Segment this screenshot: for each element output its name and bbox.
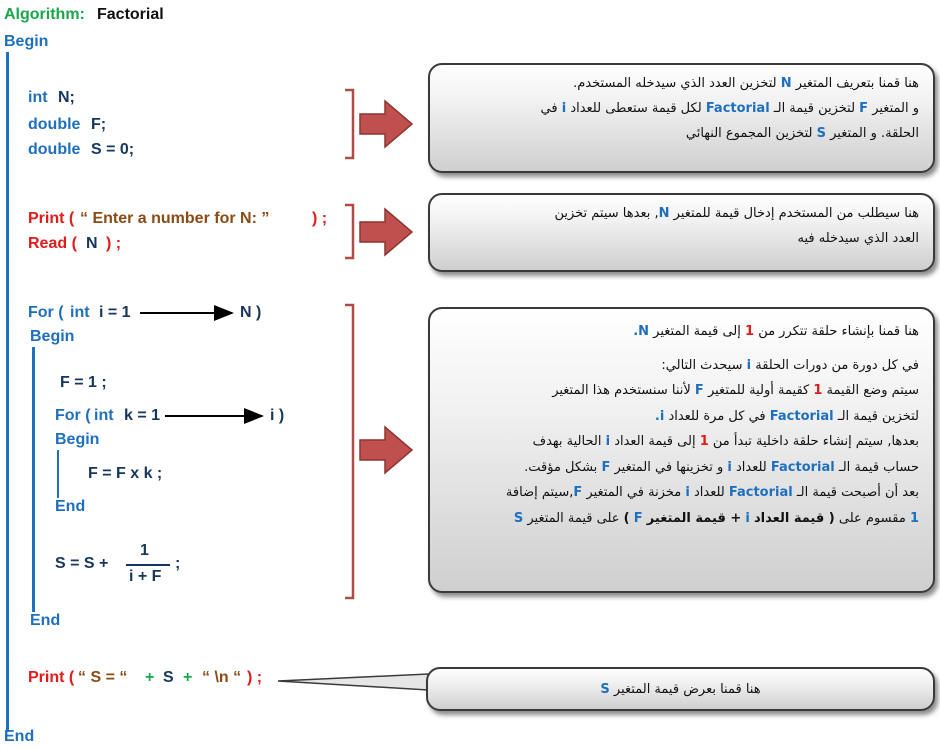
final-string-2: “ \n “	[202, 669, 242, 686]
s-update-lhs: S = S +	[55, 555, 109, 572]
read-keyword: Read (	[28, 235, 77, 252]
int-keyword-inner: int	[94, 407, 114, 424]
s-update-semicolon: ;	[175, 555, 181, 572]
note-output: هنا قمنا بعرض قيمة المتغير S	[426, 667, 935, 711]
bracket-declarations	[345, 90, 353, 158]
begin-main: Begin	[4, 33, 49, 50]
f-update-statement: F = F x k ;	[88, 465, 163, 482]
final-s-var: S	[163, 669, 174, 686]
final-print-keyword: Print (	[28, 669, 75, 686]
note-input: هنا سيطلب من المستخدم إدخال قيمة للمتغير N, بعدها سيتم تخزين العدد الذي سيدخله فيه	[428, 193, 935, 272]
note-declarations: هنا قمنا بتعريف المتغير N لتخزين العدد الذي سيدخله المستخدم. و المتغير F لتخزين قيمة الـ Factorial لكل قيمة ستعطى للعداد i في الحلقة. و المتغير S لتخزين المجموع النهائي	[428, 63, 935, 173]
int-keyword: int	[28, 89, 48, 106]
print-close: ) ;	[312, 210, 328, 227]
fraction-denominator: i + F	[129, 568, 162, 585]
s-declaration: S = 0;	[91, 141, 135, 158]
algorithm-name: Factorial	[97, 6, 164, 23]
n-declaration: N;	[58, 89, 75, 106]
red-arrow-declarations	[360, 101, 412, 147]
for-keyword-outer: For (	[28, 304, 64, 321]
fraction-numerator: 1	[140, 542, 149, 559]
prompt-string: “ Enter a number for N: ”	[80, 210, 270, 227]
plus-1: +	[145, 669, 155, 686]
double-keyword-f: double	[28, 116, 81, 133]
end-inner: End	[55, 498, 86, 515]
inner-limit: i )	[270, 407, 285, 424]
double-keyword-s: double	[28, 141, 81, 158]
final-string-1: “ S = “	[78, 669, 128, 686]
read-variable: N	[86, 235, 98, 252]
algorithm-label: Algorithm:	[4, 6, 85, 23]
begin-inner: Begin	[55, 431, 100, 448]
f-declaration: F;	[91, 116, 107, 133]
f-init-statement: F = 1 ;	[60, 374, 107, 391]
red-arrow-loop	[360, 427, 412, 473]
bracket-loop	[345, 305, 353, 598]
print-keyword: Print (	[28, 210, 75, 227]
begin-outer: Begin	[30, 328, 75, 345]
note-loop: هنا قمنا بإنشاء حلقة تتكرر من 1 إلى قيمة المتغير N. في كل دورة من دورات الحلقة i سيحدث التالي: سيتم وضع القيمة 1 كقيمة أولية للمتغير F لأننا سنستخدم هذا المتغير لتخزين قيمة الـ Factorial في كل مرة للعداد i. بعدها, سيتم إنشاء حلقة داخلية تبدأ من 1 إلى قيمة العداد i الحالية بهدف حساب قيمة الـ Factorial للعداد i و تخزينها في المتغير F بشكل مؤقت. بعد أن أصبحت قيمة الـ Factorial للعداد i مخزنة في المتغير F,سيتم إضافة 1 مقسوم على ( قيمة العداد i + قيمة المتغير F ) على قيمة المتغير S	[428, 307, 935, 593]
plus-2: +	[183, 669, 193, 686]
read-close: ) ;	[106, 235, 122, 252]
for-keyword-inner: For (	[55, 407, 91, 424]
end-outer: End	[30, 612, 61, 629]
outer-init: i = 1	[99, 304, 131, 321]
bracket-input	[345, 205, 353, 258]
callout-pointer-output	[278, 674, 428, 690]
inner-init: k = 1	[124, 407, 161, 424]
red-arrow-input	[360, 209, 412, 255]
outer-limit: N )	[240, 304, 262, 321]
final-print-close: ) ;	[247, 669, 263, 686]
end-main: End	[4, 728, 35, 745]
int-keyword-outer: int	[70, 304, 90, 321]
